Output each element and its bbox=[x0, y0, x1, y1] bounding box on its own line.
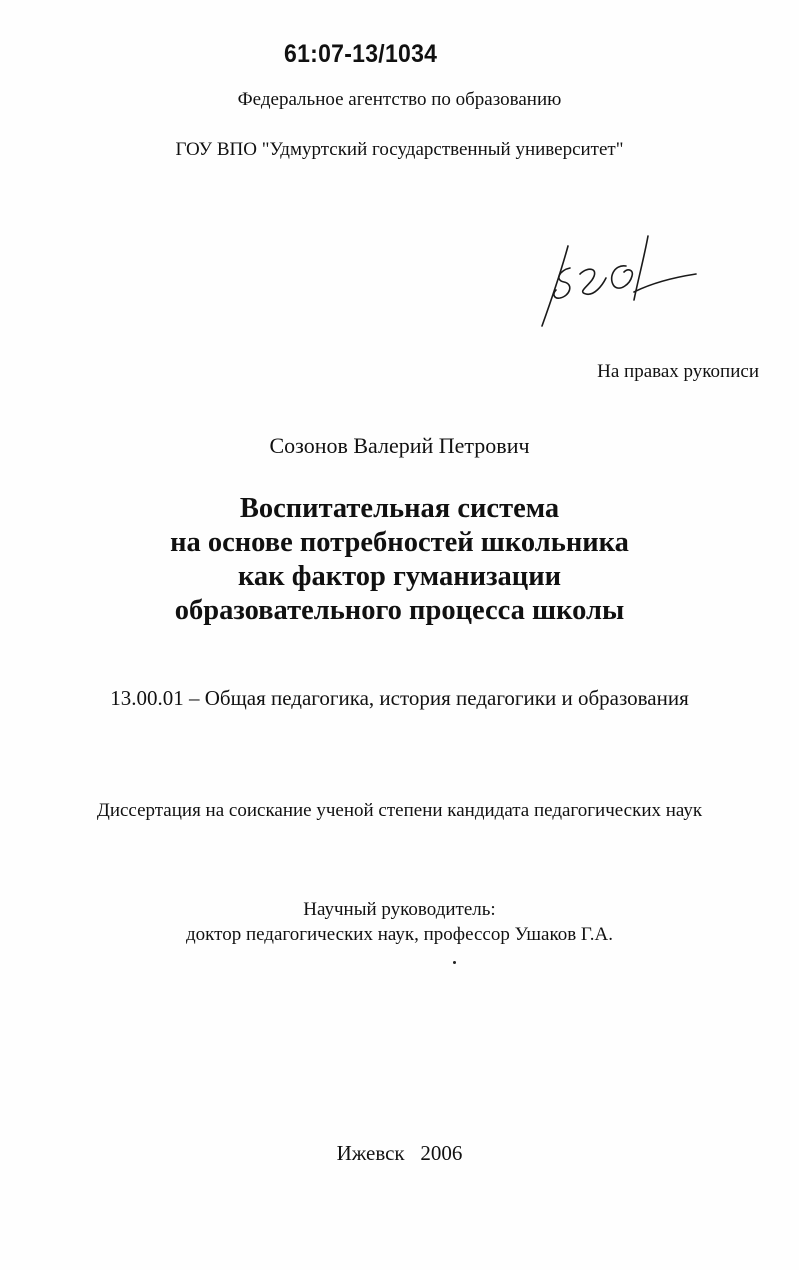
supervisor-name: доктор педагогических наук, профессор Ушаков Г.А. bbox=[186, 924, 613, 945]
supervisor-label: Научный руководитель: bbox=[303, 899, 496, 920]
catalog-number: 61:07-13/1034 bbox=[284, 40, 438, 68]
ink-speck bbox=[453, 961, 456, 964]
city-and-year: Ижевск 2006 bbox=[336, 1141, 463, 1165]
title-line: как фактор гуманизации bbox=[237, 561, 562, 592]
agency-name: Федеральное агентство по образованию bbox=[237, 89, 562, 110]
university-name: ГОУ ВПО "Удмуртский государственный университет" bbox=[175, 139, 624, 160]
title-line: образовательного процесса школы bbox=[174, 595, 625, 626]
title-line: Воспитательная система bbox=[239, 493, 560, 524]
title-line: на основе потребностей школьника bbox=[170, 527, 629, 558]
author-name: Созонов Валерий Петрович bbox=[269, 433, 530, 458]
supervisor-block bbox=[0, 897, 799, 947]
specialty-code: 13.00.01 – Общая педагогика, история педагогики и образования bbox=[110, 686, 689, 710]
degree-statement: Диссертация на соискание ученой степени кандидата педагогических наук bbox=[96, 800, 703, 821]
handwritten-signature bbox=[530, 228, 705, 333]
dissertation-title bbox=[0, 492, 799, 628]
manuscript-rights-note: На правах рукописи bbox=[597, 361, 759, 382]
